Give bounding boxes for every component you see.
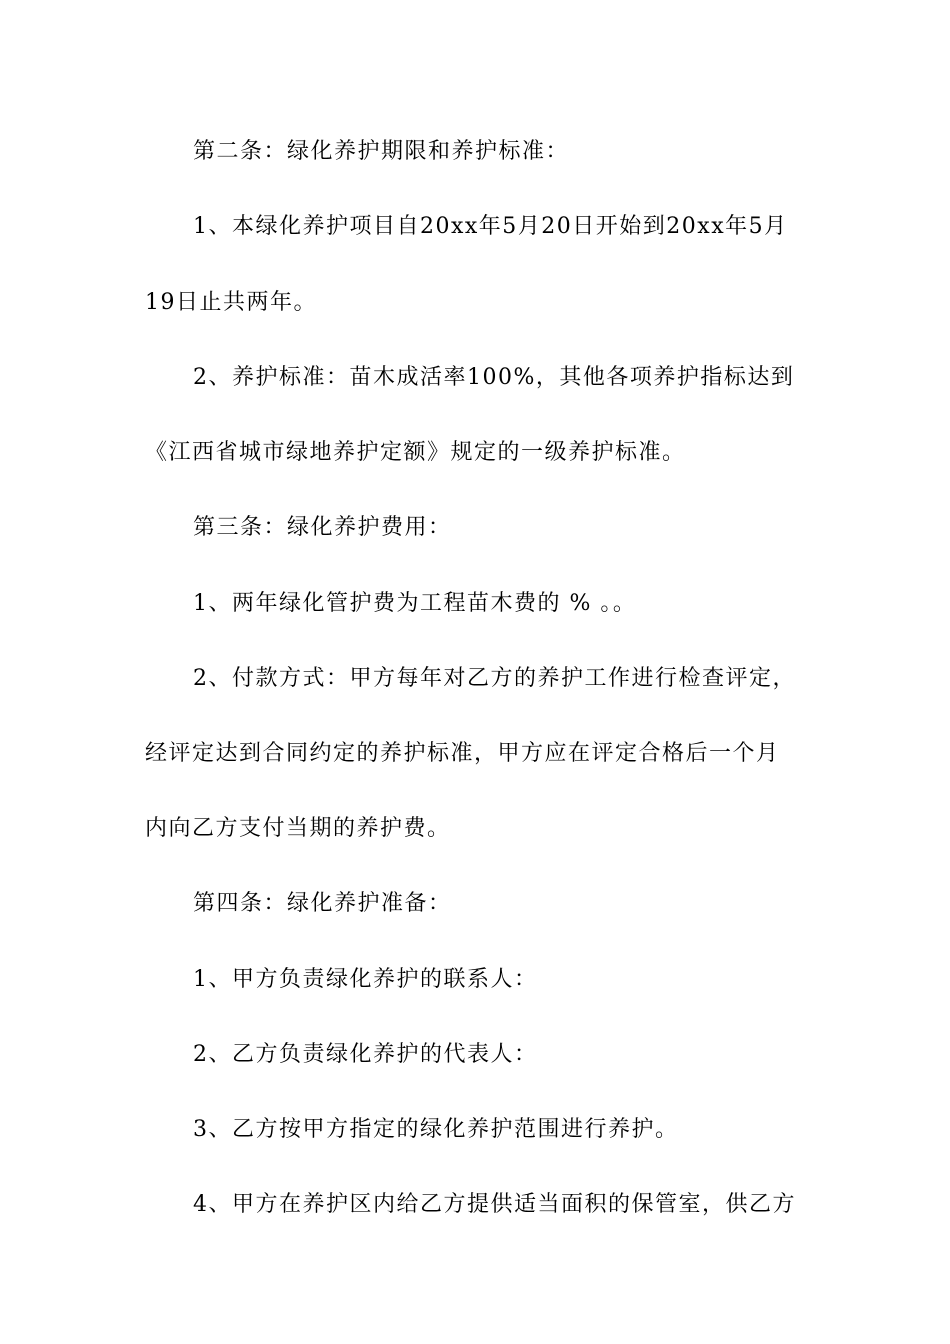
article-4-heading: 第四条：绿化养护准备： (193, 891, 452, 916)
article-3-item-2-continued: 经评定达到合同约定的养护标准，甲方应在评定合格后一个月 (145, 741, 780, 766)
article-2-heading: 第二条：绿化养护期限和养护标准： (193, 139, 570, 164)
article-2-item-2-continued: 《江西省城市绿地养护定额》规定的一级养护标准。 (145, 440, 686, 465)
article-4-item-1: 1、甲方负责绿化养护的联系人： (193, 967, 538, 992)
article-3-item-1: 1、两年绿化管护费为工程苗木费的 % 。。 (193, 591, 637, 616)
article-3-item-2: 2、付款方式：甲方每年对乙方的养护工作进行检查评定， (193, 666, 796, 691)
article-4-item-4: 4、甲方在养护区内给乙方提供适当面积的保管室，供乙方 (193, 1192, 796, 1217)
article-2-item-2: 2、养护标准：苗木成活率100%，其他各项养护指标达到 (193, 365, 795, 390)
article-2-item-1: 1、本绿化养护项目自20xx年5月20日开始到20xx年5月 (193, 214, 788, 239)
article-4-item-2: 2、乙方负责绿化养护的代表人： (193, 1042, 538, 1067)
article-3-item-2-continued-2: 内向乙方支付当期的养护费。 (145, 816, 451, 841)
article-2-item-1-continued: 19日止共两年。 (145, 290, 317, 315)
article-3-heading: 第三条：绿化养护费用： (193, 515, 452, 540)
article-4-item-3: 3、乙方按甲方指定的绿化养护范围进行养护。 (193, 1117, 679, 1142)
